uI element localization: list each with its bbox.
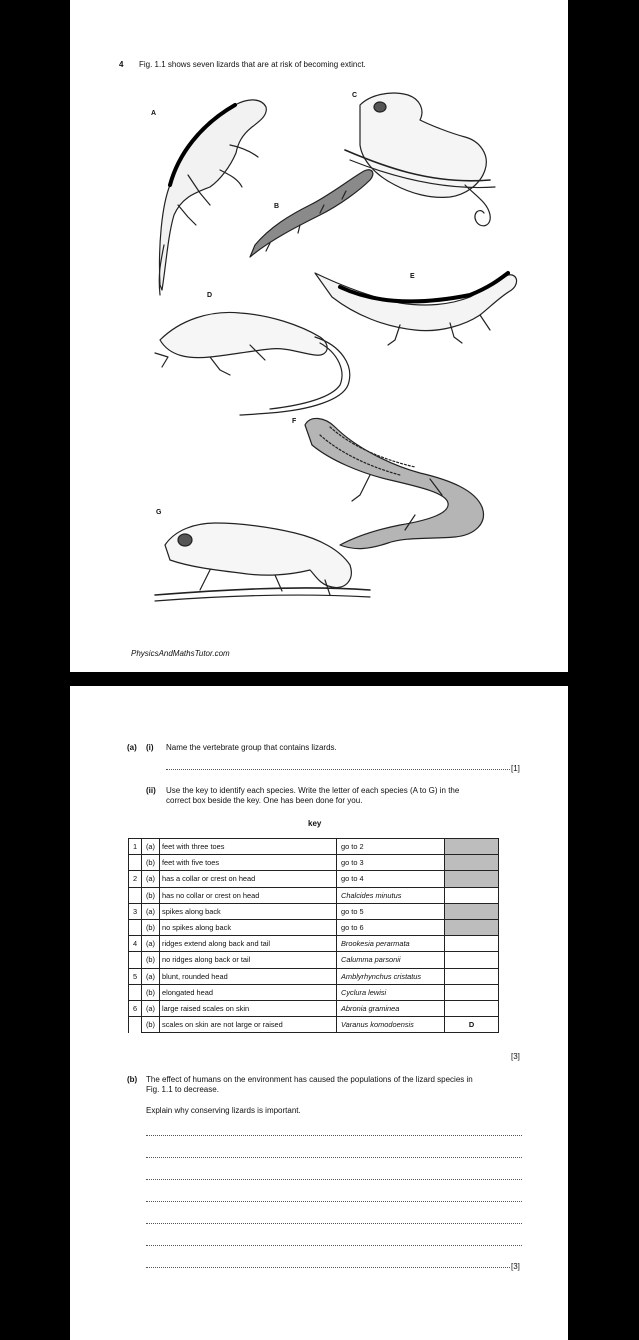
part-a-i-marks: [1] (511, 764, 520, 773)
key-step-number: 6 (129, 1000, 142, 1016)
part-b-line1: The effect of humans on the environment has caused the populations of the lizard species in (146, 1075, 473, 1084)
key-step-number: 4 (129, 936, 142, 952)
key-row (129, 839, 499, 855)
key-step-number: 1 (129, 839, 142, 855)
figure-label-f: F (292, 418, 297, 425)
key-result: Abronia graminea (337, 1000, 445, 1016)
part-a-ii-marks: [3] (511, 1052, 520, 1061)
key-result: go to 3 (337, 855, 445, 871)
key-description: elongated head (160, 984, 337, 1000)
identification-key-table (128, 838, 499, 1033)
key-result: go to 2 (337, 839, 445, 855)
figure-label-g: G (156, 509, 162, 516)
key-result: Brookesia perarmata (337, 936, 445, 952)
key-description: blunt, rounded head (160, 968, 337, 984)
key-step-number: 3 (129, 903, 142, 919)
part-a-ii-line1: Use the key to identify each species. Write the letter of each species (A to G) in the (166, 786, 460, 795)
key-option-label: (b) (142, 984, 160, 1000)
part-b-marks: [3] (511, 1262, 520, 1271)
figure-label-a: A (151, 110, 157, 117)
key-result: Varanus komodoensis (337, 1017, 445, 1033)
part-a-ii-line2: correct box beside the key. One has been done for you. (166, 796, 363, 805)
question-intro: Fig. 1.1 shows seven lizards that are at risk of becoming extinct. (139, 60, 366, 69)
exam-page-2 (70, 686, 568, 1340)
key-row (129, 903, 499, 919)
key-row (129, 919, 499, 935)
key-row (129, 968, 499, 984)
key-step-number (129, 1017, 142, 1033)
key-step-number (129, 984, 142, 1000)
key-result: go to 6 (337, 919, 445, 935)
answer-line-b-4[interactable] (146, 1201, 522, 1202)
key-option-label: (a) (142, 936, 160, 952)
figure-label-c: C (352, 92, 358, 99)
key-option-label: (b) (142, 1017, 160, 1033)
key-row (129, 855, 499, 871)
key-option-label: (b) (142, 887, 160, 903)
key-description: feet with five toes (160, 855, 337, 871)
key-answer-box (445, 839, 499, 855)
watermark: PhysicsAndMathsTutor.com (131, 649, 230, 658)
key-description: spikes along back (160, 903, 337, 919)
lizard-a-drawing (159, 100, 266, 295)
key-step-number (129, 952, 142, 968)
answer-line-b-1[interactable] (146, 1135, 522, 1136)
key-step-number: 5 (129, 968, 142, 984)
key-option-label: (a) (142, 871, 160, 887)
question-number: 4 (119, 60, 124, 69)
lizard-b-drawing (250, 170, 373, 257)
key-answer-box[interactable] (445, 952, 499, 968)
key-description: no ridges along back or tail (160, 952, 337, 968)
part-b-prompt: Explain why conserving lizards is important. (146, 1106, 301, 1115)
key-result: Cyclura lewisi (337, 984, 445, 1000)
key-answer-box (445, 855, 499, 871)
part-b-label: (b) (127, 1075, 138, 1084)
key-description: scales on skin are not large or raised (160, 1017, 337, 1033)
lizard-e-drawing (315, 273, 517, 345)
key-row (129, 887, 499, 903)
part-b-line2: Fig. 1.1 to decrease. (146, 1085, 219, 1094)
lizard-c-drawing (345, 93, 495, 226)
key-row (129, 952, 499, 968)
key-option-label: (a) (142, 968, 160, 984)
key-title: key (308, 819, 322, 828)
key-option-label: (a) (142, 903, 160, 919)
part-a-ii-label: (ii) (146, 786, 156, 795)
part-a-i-question: Name the vertebrate group that contains lizards. (166, 743, 337, 752)
key-description: has a collar or crest on head (160, 871, 337, 887)
key-answer-box (445, 919, 499, 935)
answer-line-b-5[interactable] (146, 1223, 522, 1224)
key-row (129, 1017, 499, 1033)
answer-line-a-i[interactable] (166, 769, 510, 770)
key-option-label: (a) (142, 1000, 160, 1016)
key-answer-box[interactable] (445, 1000, 499, 1016)
key-step-number (129, 887, 142, 903)
key-option-label: (b) (142, 919, 160, 935)
key-description: feet with three toes (160, 839, 337, 855)
part-a-i-label: (i) (146, 743, 154, 752)
lizard-f-drawing (305, 418, 483, 548)
lizard-figure (70, 75, 568, 620)
key-step-number: 2 (129, 871, 142, 887)
key-result: Calumma parsonii (337, 952, 445, 968)
key-answer-box[interactable] (445, 936, 499, 952)
figure-label-b: B (274, 203, 280, 210)
key-option-label: (b) (142, 952, 160, 968)
key-description: no spikes along back (160, 919, 337, 935)
key-answer-box (445, 903, 499, 919)
key-row (129, 871, 499, 887)
key-step-number (129, 855, 142, 871)
key-answer-box[interactable] (445, 887, 499, 903)
lizard-d-drawing (155, 312, 350, 415)
key-row (129, 1000, 499, 1016)
figure-label-d: D (207, 292, 213, 299)
answer-line-b-6[interactable] (146, 1245, 522, 1246)
key-result: Amblyrhynchus cristatus (337, 968, 445, 984)
key-result: go to 4 (337, 871, 445, 887)
key-answer-box (445, 871, 499, 887)
key-answer-box[interactable]: D (445, 1017, 499, 1033)
key-answer-box[interactable] (445, 984, 499, 1000)
answer-line-b-2[interactable] (146, 1157, 522, 1158)
figure-label-e: E (410, 273, 415, 280)
lizard-g-drawing (155, 523, 370, 601)
key-description: has no collar or crest on head (160, 887, 337, 903)
key-description: large raised scales on skin (160, 1000, 337, 1016)
part-a-label: (a) (127, 743, 137, 752)
key-result: Chalcides minutus (337, 887, 445, 903)
key-step-number (129, 919, 142, 935)
key-option-label: (a) (142, 839, 160, 855)
key-description: ridges extend along back and tail (160, 936, 337, 952)
key-answer-box[interactable] (445, 968, 499, 984)
key-row (129, 936, 499, 952)
key-row (129, 984, 499, 1000)
answer-line-b-7[interactable] (146, 1267, 510, 1268)
key-option-label: (b) (142, 855, 160, 871)
key-result: go to 5 (337, 903, 445, 919)
exam-page-1 (70, 0, 568, 672)
answer-line-b-3[interactable] (146, 1179, 522, 1180)
